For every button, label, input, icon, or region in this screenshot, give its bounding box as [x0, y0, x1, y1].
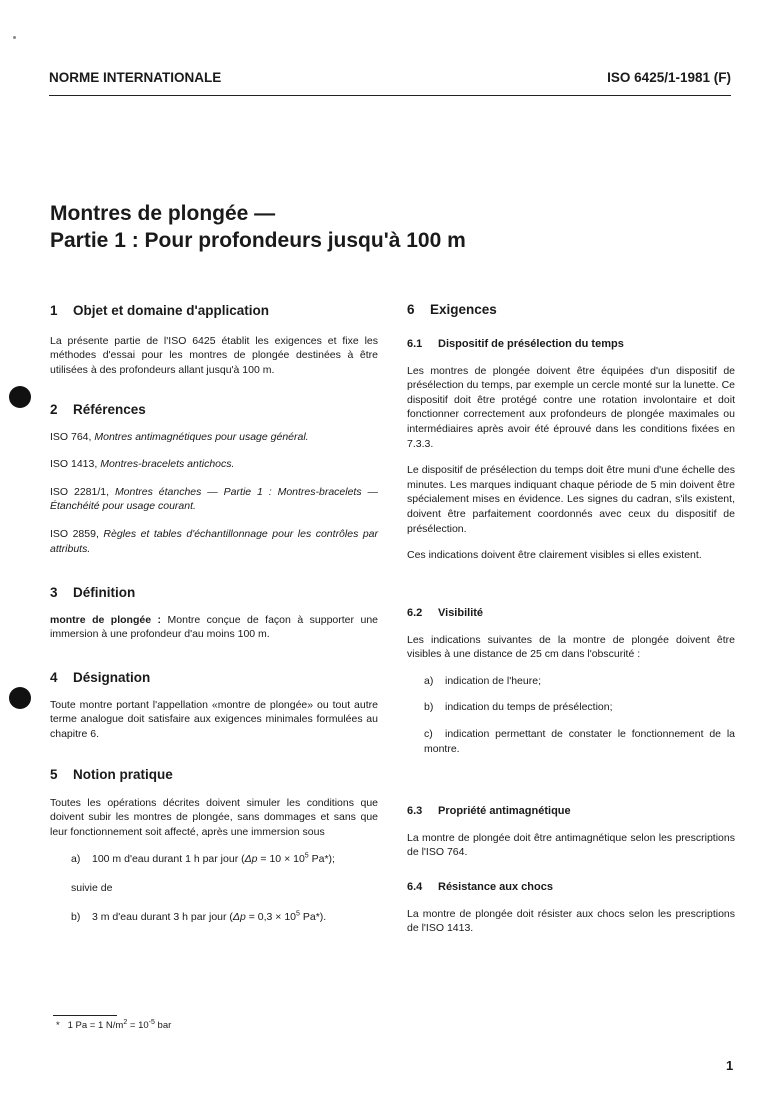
list-item-b: [50, 910, 378, 925]
item-text: 100 m d'eau durant 1 h par jour (: [92, 853, 245, 866]
definition-body: Montre conçue de façon à supporter une immersion à une profondeur d'au moins 100 m.: [50, 613, 379, 641]
title-line-2: Partie 1 : Pour profondeurs jusqu'à 100 m: [50, 229, 466, 252]
item-text: indication de l'heure;: [445, 674, 541, 687]
reference-item: [50, 457, 378, 472]
exponent: 5: [304, 852, 309, 860]
subsection-number: 6.4: [407, 881, 423, 893]
subsection-number: 6.2: [407, 607, 423, 619]
footnote-text: bar: [154, 1020, 172, 1031]
section-text: Toute montre portant l'appellation «montre de plongée» ou tout autre terme analogue doit satisfaire aux exigences minimales formulées au chapitre 6.: [50, 698, 378, 740]
subsection-6-4: [407, 880, 735, 936]
delta-p-symbol: Δp: [232, 910, 246, 923]
page-number: 1: [726, 1058, 734, 1073]
title-line-1: Montres de plongée —: [50, 202, 276, 225]
subsection-title: Dispositif de présélection du temps: [438, 338, 624, 350]
list-label: c): [424, 727, 433, 740]
subsection-6-3: [407, 804, 735, 860]
reference-title: Montres-bracelets antichocs.: [100, 458, 235, 471]
subsection-title: Visibilité: [438, 607, 484, 619]
section-heading: [50, 586, 378, 601]
section-text: Toutes les opérations décrites doivent simuler les conditions que doivent subir les montres de plongée, sans dommages et sans que leur fonctionnement soit affecté, après une immersion sous: [50, 796, 378, 838]
list-item: [407, 674, 735, 689]
section-heading: [50, 304, 378, 319]
item-text: indication du temps de présélection;: [445, 701, 613, 714]
reference-item: [50, 485, 378, 514]
subsection-heading: [407, 880, 735, 895]
section-1: [50, 304, 378, 377]
section-2: [50, 403, 378, 556]
list-label: b): [424, 701, 434, 714]
section-heading: [407, 303, 735, 318]
section-heading: [50, 403, 378, 418]
footnote-marker: *: [56, 1020, 60, 1031]
section-number: 6: [407, 302, 415, 317]
footnote-exponent: -5: [148, 1018, 155, 1026]
footnote: [56, 1020, 171, 1031]
item-text: = 10 × 10: [257, 853, 305, 866]
reference-title: Montres antimagnétiques pour usage général.: [94, 430, 309, 443]
punch-hole-dot: [13, 36, 16, 39]
list-label: b): [71, 910, 81, 923]
section-number: 3: [50, 585, 58, 600]
section-3: [50, 586, 378, 642]
subsection-heading: [407, 804, 735, 819]
item-text: 3 m d'eau durant 3 h par jour (: [92, 910, 233, 923]
paragraph: Le dispositif de présélection du temps doit être muni d'une échelle des minutes. Les marques indiquant chaque période de 5 min doivent être spécialement mises en évidence. Les signes du cadran, s'ils existent, doivent être parfaitement coordonnés avec ceux du dispositif de présélection.: [407, 464, 735, 535]
subsection-heading: [407, 337, 735, 352]
header-rule: [49, 95, 731, 96]
paragraph: La montre de plongée doit résister aux chocs selon les prescriptions de l'ISO 1413.: [407, 907, 735, 935]
section-4: [50, 671, 378, 741]
subsection-number: 6.3: [407, 805, 423, 817]
punch-hole: [9, 386, 31, 408]
section-number: 2: [50, 402, 58, 417]
reference-code: ISO 764,: [50, 430, 92, 443]
subsection-title: Résistance aux chocs: [438, 881, 553, 893]
subsection-heading: [407, 606, 735, 621]
list-label: a): [71, 853, 81, 866]
section-6: [407, 303, 735, 318]
reference-title: Règles et tables d'échantillonnage pour les contrôles par attributs.: [50, 527, 379, 555]
list-item: [407, 700, 735, 715]
header-right: ISO 6425/1-1981 (F): [607, 70, 731, 85]
section-title: Références: [73, 402, 146, 417]
exponent: 5: [296, 910, 300, 918]
section-number: 5: [50, 767, 58, 782]
section-title: Désignation: [73, 670, 151, 685]
reference-item: [50, 527, 378, 556]
reference-item: [50, 430, 378, 445]
section-title: Exigences: [430, 302, 497, 317]
paragraph: Les indications suivantes de la montre de plongée doivent être visibles à une distance de 25 cm dans l'obscurité :: [407, 633, 735, 661]
item-text: = 0,3 × 10: [245, 910, 297, 923]
paragraph: Ces indications doivent être clairement visibles si elles existent.: [407, 549, 702, 562]
item-text: Pa*).: [299, 910, 327, 923]
subsection-title: Propriété antimagnétique: [438, 805, 571, 817]
definition-text: [50, 613, 378, 642]
defined-term: montre de plongée :: [50, 613, 162, 626]
section-title: Notion pratique: [73, 767, 173, 782]
section-number: 4: [50, 670, 58, 685]
connector-text: suivie de: [71, 881, 113, 894]
subsection-6-1: [407, 337, 735, 563]
footnote-rule: [53, 1015, 117, 1016]
reference-code: ISO 1413,: [50, 458, 98, 471]
section-title: Définition: [73, 585, 136, 600]
list-item: [407, 727, 735, 756]
section-heading: [50, 671, 378, 686]
section-heading: [50, 768, 378, 783]
reference-code: ISO 2859,: [50, 527, 99, 540]
item-text: Pa*);: [308, 853, 335, 866]
document-title: [50, 200, 466, 254]
reference-title: Montres étanches — Partie 1 : Montres-bracelets — Étanchéité pour usage courant.: [50, 485, 378, 513]
footnote-text: 1 Pa = 1 N/m: [67, 1020, 124, 1031]
delta-p-symbol: Δp: [244, 853, 258, 866]
section-text: La présente partie de l'ISO 6425 établit les exigences et fixe les méthodes d'essai pour les montres de plongée destinées à être utilisées à des profondeurs allant jusqu'à 100 m.: [50, 334, 378, 376]
section-5: [50, 768, 378, 924]
paragraph: La montre de plongée doit être antimagnétique selon les prescriptions de l'ISO 764.: [407, 831, 735, 859]
list-label: a): [424, 674, 434, 687]
footnote-text: = 10: [127, 1020, 149, 1031]
list-item-a: [50, 852, 378, 867]
section-title: Objet et domaine d'application: [73, 303, 269, 318]
section-number: 1: [50, 303, 58, 318]
reference-code: ISO 2281/1,: [50, 485, 110, 498]
footnote-exponent: 2: [123, 1018, 128, 1026]
header-left: NORME INTERNATIONALE: [49, 70, 222, 85]
punch-hole: [9, 687, 31, 709]
subsection-number: 6.1: [407, 338, 423, 350]
page-header: [49, 70, 731, 85]
subsection-6-2: [407, 606, 735, 756]
item-text: indication permettant de constater le fonctionnement de la montre.: [424, 727, 735, 755]
paragraph: Les montres de plongée doivent être équipées d'un dispositif de présélection du temps, par exemple un cercle monté sur la lunette. Ce dispositif doit être protégé contre une rotation involontaire et doit fonctionner correctement aux profondeurs de plongée maximales ou intermédiaires après avoir été éprouvé dans les conditions fixées en 7.3.3.: [407, 364, 735, 450]
